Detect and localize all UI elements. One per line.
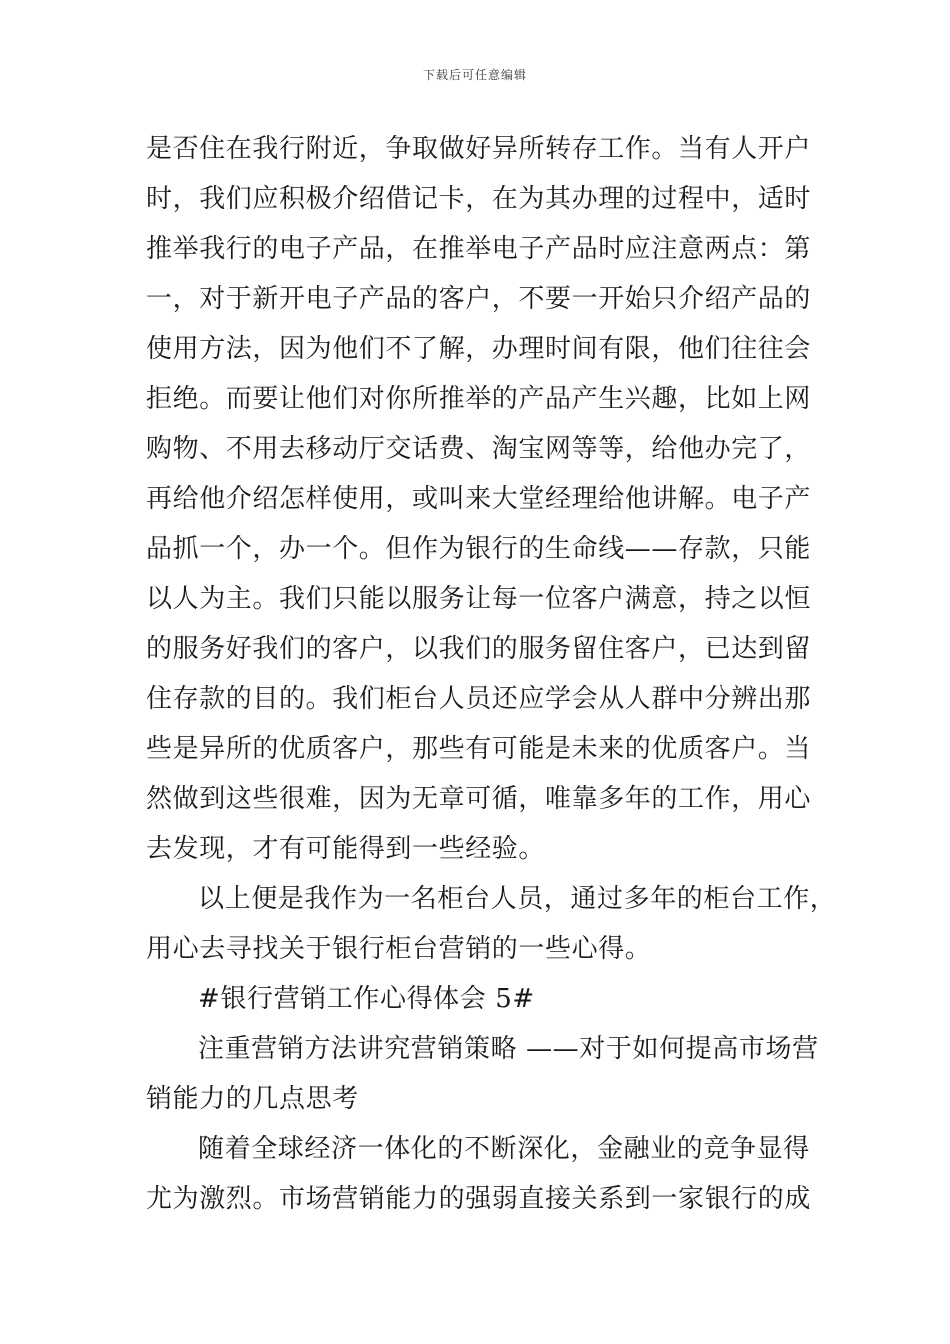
section-heading: #银行营销工作心得体会 5# bbox=[198, 984, 535, 1014]
text-line: 去发现，才有可能得到一些经验。 bbox=[146, 834, 546, 864]
paragraph-start-line: 随着全球经济一体化的不断深化，金融业的竞争显得 bbox=[198, 1134, 810, 1164]
text-line: 拒绝。而要让他们对你所推举的产品产生兴趣，比如上网 bbox=[146, 384, 812, 414]
text-line: 使用方法，因为他们不了解，办理时间有限，他们往往会 bbox=[146, 334, 812, 364]
text-line: 的服务好我们的客户，以我们的服务留住客户，已达到留 bbox=[146, 634, 812, 664]
text-line: 推举我行的电子产品，在推举电子产品时应注意两点：第 bbox=[146, 234, 812, 264]
page-header-note: 下载后可任意编辑 bbox=[422, 68, 527, 82]
paragraph-start-line: 以上便是我作为一名柜台人员，通过多年的柜台工作， bbox=[198, 884, 837, 914]
text-line: 然做到这些很难，因为无章可循，唯靠多年的工作，用心 bbox=[146, 784, 812, 814]
text-line: 以人为主。我们只能以服务让每一位客户满意，持之以恒 bbox=[146, 584, 812, 614]
document-body bbox=[146, 124, 837, 1224]
article-title-line: 销能力的几点思考 bbox=[146, 1084, 359, 1114]
article-title-line: 注重营销方法讲究营销策略 ——对于如何提高市场营 bbox=[198, 1034, 819, 1064]
text-line: 一，对于新开电子产品的客户，不要一开始只介绍产品的 bbox=[146, 284, 812, 314]
text-line: 再给他介绍怎样使用，或叫来大堂经理给他讲解。电子产 bbox=[146, 484, 812, 514]
text-line: 住存款的目的。我们柜台人员还应学会从人群中分辨出那 bbox=[146, 684, 812, 714]
text-line: 些是异所的优质客户，那些有可能是未来的优质客户。当 bbox=[146, 734, 812, 764]
text-line: 是否住在我行附近，争取做好异所转存工作。当有人开户 bbox=[146, 134, 812, 164]
text-line: 时，我们应积极介绍借记卡，在为其办理的过程中，适时 bbox=[146, 184, 812, 214]
text-line: 购物、不用去移动厅交话费、淘宝网等等，给他办完了， bbox=[146, 434, 812, 464]
text-line: 尤为激烈。市场营销能力的强弱直接关系到一家银行的成 bbox=[146, 1184, 812, 1214]
text-line: 品抓一个，办一个。但作为银行的生命线——存款，只能 bbox=[146, 534, 812, 564]
text-line: 用心去寻找关于银行柜台营销的一些心得。 bbox=[146, 934, 652, 964]
